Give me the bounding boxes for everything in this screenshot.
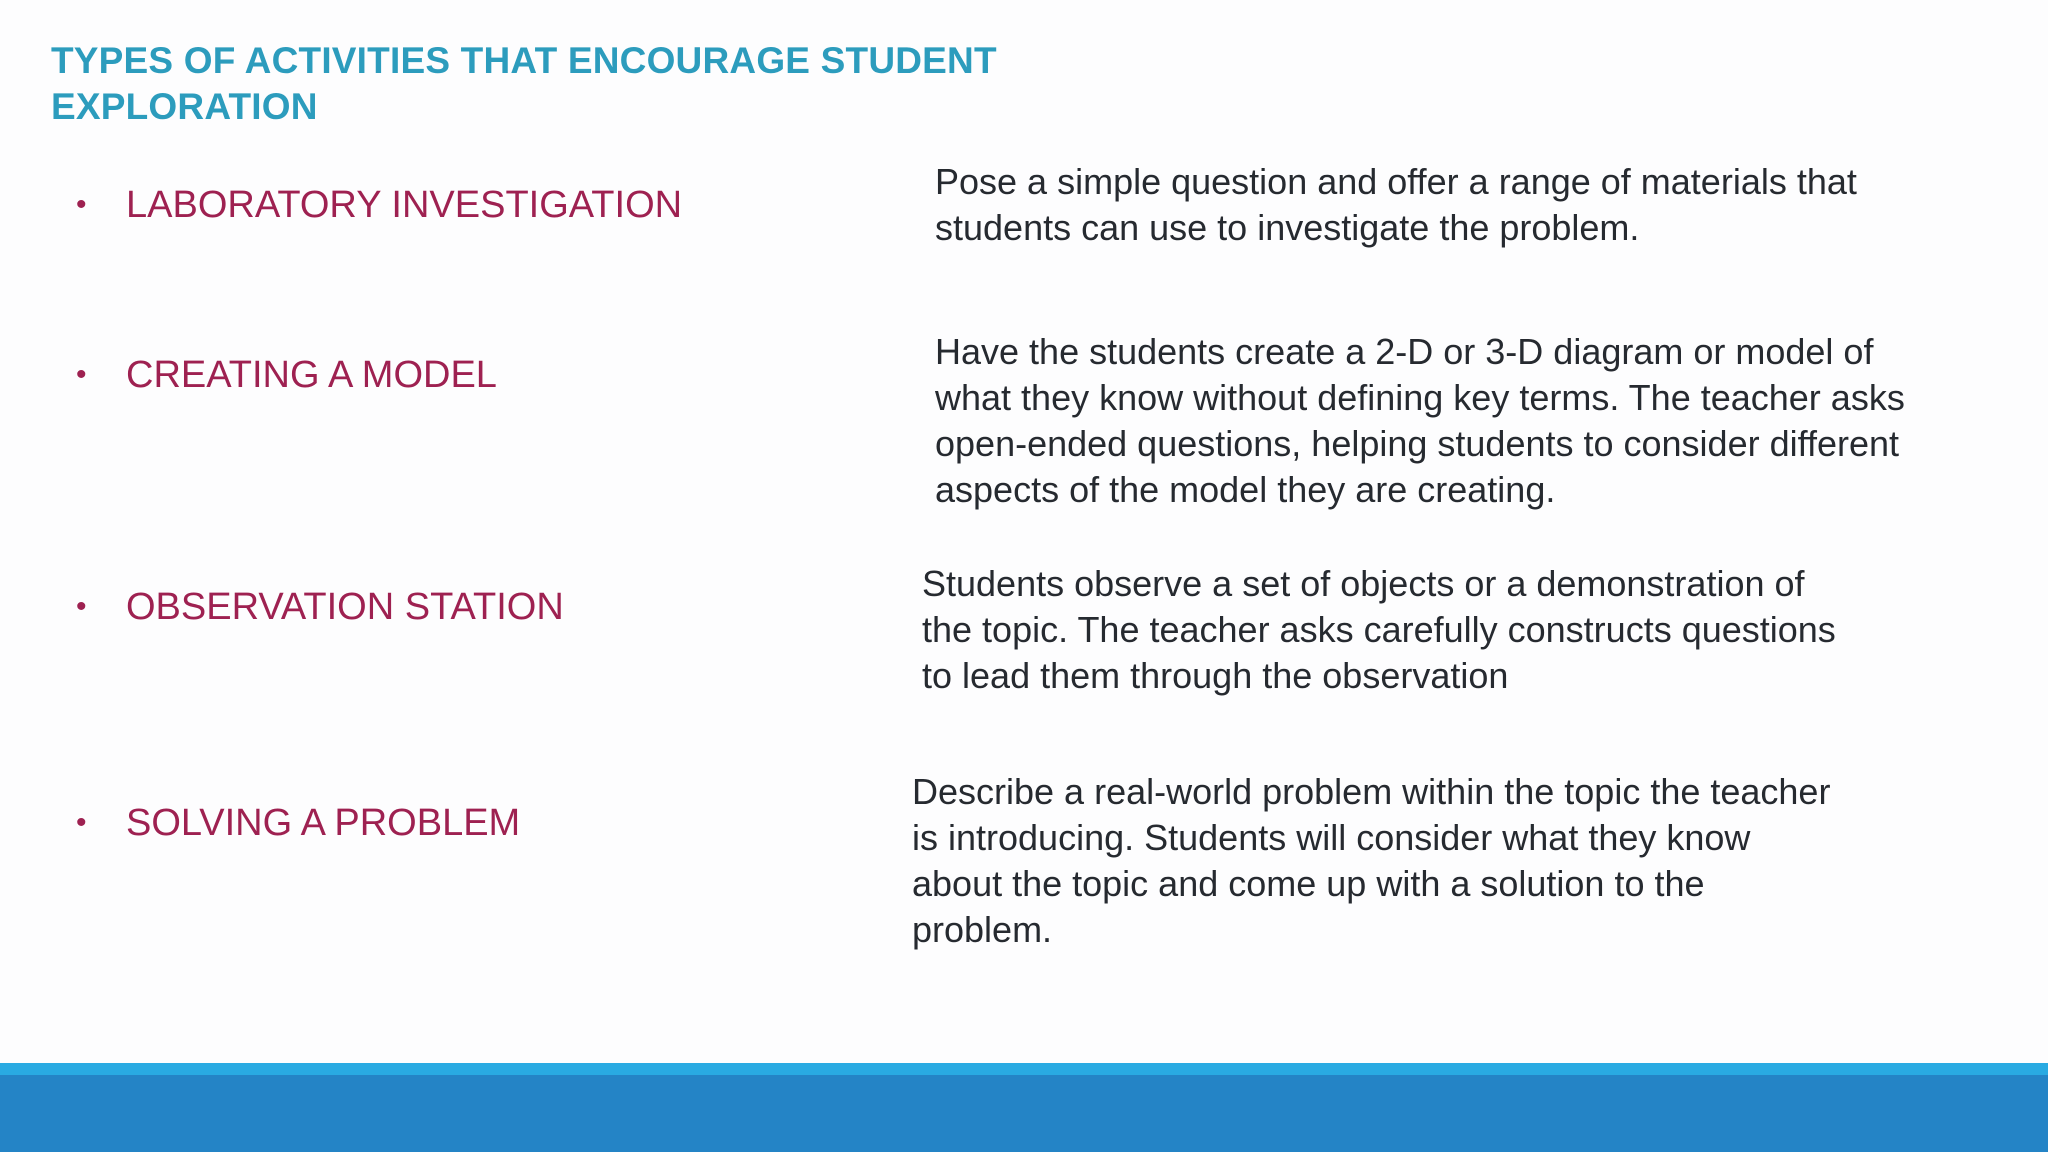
description-line: students can use to investigate the problem. xyxy=(935,207,1640,248)
activity-label-text: LABORATORY INVESTIGATION xyxy=(126,184,683,226)
activity-label-text: OBSERVATION STATION xyxy=(126,586,564,628)
description-line: Have the students create a 2-D or 3-D diagram or model of xyxy=(935,331,1874,372)
footer-band xyxy=(0,1075,2048,1152)
slide-title xyxy=(51,38,1151,130)
activity-label-text: CREATING A MODEL xyxy=(126,354,497,396)
activity-label-creating-a-model xyxy=(76,352,497,398)
footer-accent-stripe xyxy=(0,1063,2048,1075)
bullet-marker: • xyxy=(76,358,87,391)
activity-description-solving-a-problem xyxy=(912,769,1830,953)
description-line: problem. xyxy=(912,909,1053,950)
activity-description-creating-a-model xyxy=(935,329,1905,513)
description-line: is introducing. Students will consider what they know xyxy=(912,817,1751,858)
slide-title-line: TYPES OF ACTIVITIES THAT ENCOURAGE STUDENT xyxy=(51,40,997,81)
description-line: Describe a real-world problem within the topic the teacher xyxy=(912,771,1831,812)
description-line: about the topic and come up with a solution to the xyxy=(912,863,1705,904)
description-line: open-ended questions, helping students to consider different xyxy=(935,423,1900,464)
activity-description-laboratory-investigation xyxy=(935,159,1857,251)
activity-label-observation-station xyxy=(76,584,564,630)
bullet-marker: • xyxy=(76,806,87,839)
bullet-marker: • xyxy=(76,188,87,221)
bullet-marker: • xyxy=(76,590,87,623)
activity-label-laboratory-investigation xyxy=(76,182,682,228)
activity-description-observation-station xyxy=(922,561,1836,699)
description-line: Pose a simple question and offer a range of materials that xyxy=(935,161,1857,202)
description-line: to lead them through the observation xyxy=(922,655,1509,696)
activity-label-solving-a-problem xyxy=(76,800,520,846)
description-line: the topic. The teacher asks carefully constructs questions xyxy=(922,609,1836,650)
description-line: Students observe a set of objects or a demonstration of xyxy=(922,563,1805,604)
activity-label-text: SOLVING A PROBLEM xyxy=(126,802,521,844)
slide-title-line: EXPLORATION xyxy=(51,86,318,127)
description-line: what they know without defining key terms. The teacher asks xyxy=(935,377,1905,418)
description-line: aspects of the model they are creating. xyxy=(935,469,1556,510)
